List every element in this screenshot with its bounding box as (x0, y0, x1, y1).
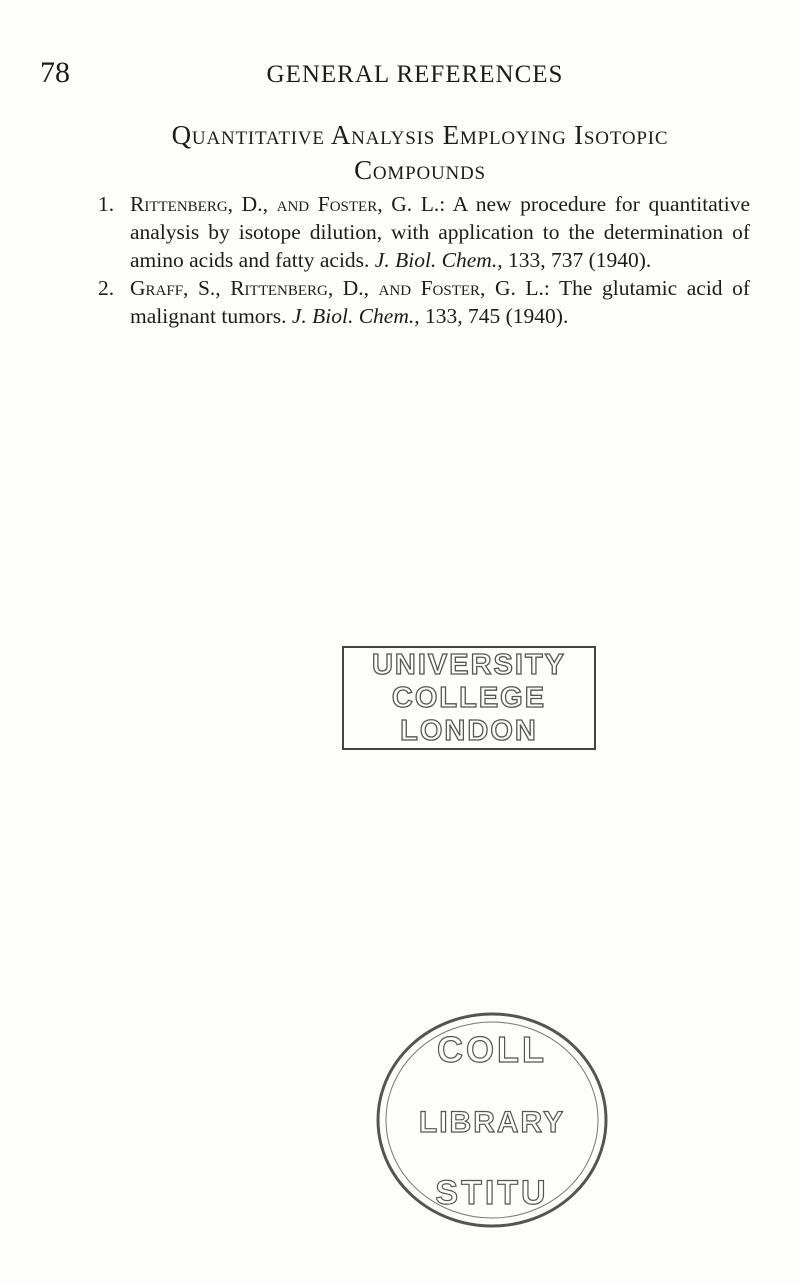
reference-text: A new procedure for quantitative analysis by isotope dilution, with application to the determination of amino acids and fatty acids. (130, 192, 750, 272)
reference-number: 1. (98, 192, 115, 216)
reference-journal: J. Biol. Chem., (374, 248, 503, 272)
stamp-line-college: COLLEGE (391, 681, 547, 714)
reference-authors: Graff, S., Rittenberg, D., and Foster, G. L.: (130, 276, 550, 300)
page-number: 78 (40, 56, 70, 89)
reference-list (98, 190, 750, 330)
reference-citation: 133, 745 (1940). (419, 304, 569, 328)
reference-authors: Rittenberg, D., and Foster, G. L.: (130, 192, 446, 216)
reference-text: The glutamic acid of malignant tumors. (130, 276, 750, 328)
seal-text-library: LIBRARY (418, 1106, 566, 1139)
reference-number: 2. (98, 276, 115, 300)
section-title-line-2: Compounds (354, 155, 486, 185)
section-title-line-1: Quantitative Analysis Employing Isotopic (171, 120, 669, 150)
seal-text-top: COLL (437, 1029, 547, 1070)
seal-text-bottom: STITU (435, 1174, 549, 1212)
section-title (120, 118, 720, 188)
reference-journal: J. Biol. Chem., (291, 304, 420, 328)
stamp-line-university: UNIVERSITY (371, 648, 567, 681)
reference-item (98, 190, 750, 274)
reference-item (98, 274, 750, 330)
library-seal-stamp (362, 1000, 622, 1240)
stamp-line-london: LONDON (400, 714, 538, 747)
reference-citation: 133, 737 (1940). (502, 248, 652, 272)
university-college-london-stamp (342, 646, 596, 750)
running-head: GENERAL REFERENCES (266, 61, 564, 88)
